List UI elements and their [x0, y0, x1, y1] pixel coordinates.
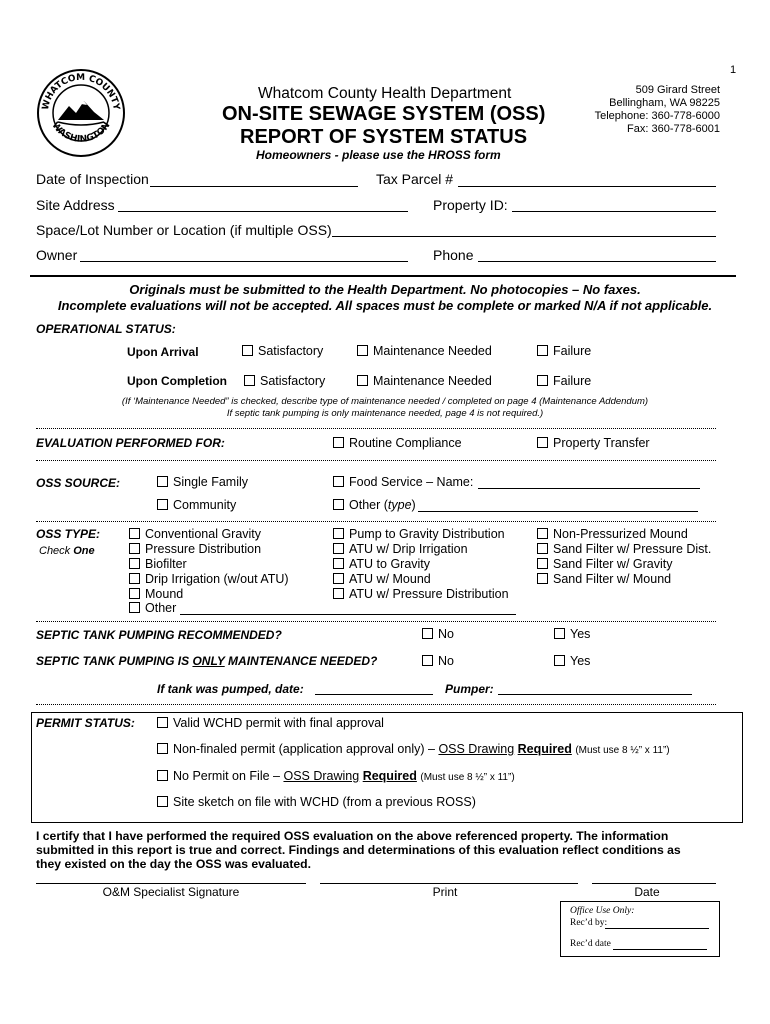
maintenance-note-line1: (If ‘Maintenance Needed” is checked, describe type of maintenance needed / completed on page 4 (Maintenance Addendum)	[121, 396, 649, 407]
checkbox-icon[interactable]	[157, 476, 168, 487]
received-by-field[interactable]	[605, 928, 709, 929]
drip-irrigation-option[interactable]: Drip Irrigation (w/out ATU)	[129, 572, 289, 586]
non-pressurized-mound-option[interactable]: Non-Pressurized Mound	[537, 527, 688, 541]
checkbox-icon[interactable]	[554, 628, 565, 639]
space-lot-label: Space/Lot Number or Location (if multiple OSS)	[36, 222, 332, 238]
checkbox-icon[interactable]	[129, 558, 140, 569]
food-service-name-field[interactable]	[478, 488, 700, 489]
print-name-field[interactable]	[320, 883, 578, 884]
checkbox-icon[interactable]	[157, 796, 168, 807]
atu-mound-option[interactable]: ATU w/ Mound	[333, 572, 431, 586]
evaluation-heading: EVALUATION PERFORMED FOR:	[36, 436, 225, 450]
arrival-satisfactory-option[interactable]: Satisfactory	[242, 344, 323, 358]
atu-pressure-option[interactable]: ATU w/ Pressure Distribution	[333, 587, 509, 601]
section-divider	[36, 521, 716, 522]
non-finaled-permit-option[interactable]: Non-finaled permit (application approval only) – OSS Drawing Required (Must use 8 ½” x 11”)	[157, 742, 670, 756]
notice-line1: Originals must be submitted to the Health Department. No photocopies – No faxes.	[129, 282, 641, 297]
pumping-only-yes[interactable]: Yes	[554, 654, 590, 668]
property-id-label: Property ID:	[433, 197, 508, 213]
section-divider	[36, 428, 716, 429]
other-type-field[interactable]	[180, 614, 516, 615]
space-lot-field[interactable]	[332, 236, 716, 237]
section-divider	[36, 460, 716, 461]
page-number: 1	[730, 64, 737, 76]
pumping-recommended-no[interactable]: No	[422, 627, 454, 641]
conventional-gravity-option[interactable]: Conventional Gravity	[129, 527, 261, 541]
pumping-recommended-question: SEPTIC TANK PUMPING RECOMMENDED?	[36, 628, 282, 642]
food-service-option[interactable]: Food Service – Name:	[333, 475, 473, 489]
telephone: Telephone: 360-778-6000	[594, 110, 720, 122]
upon-completion-label: Upon Completion	[127, 374, 227, 388]
checkbox-icon[interactable]	[129, 528, 140, 539]
sand-filter-mound-option[interactable]: Sand Filter w/ Mound	[537, 572, 671, 586]
received-date-field[interactable]	[613, 949, 707, 950]
owner-field[interactable]	[80, 261, 408, 262]
checkbox-icon[interactable]	[537, 345, 548, 356]
pumping-only-no[interactable]: No	[422, 654, 454, 668]
checkbox-icon[interactable]	[333, 499, 344, 510]
routine-compliance-option[interactable]: Routine Compliance	[333, 436, 462, 450]
single-family-option[interactable]: Single Family	[157, 475, 248, 489]
checkbox-icon[interactable]	[422, 655, 433, 666]
address-line1: 509 Girard Street	[635, 84, 720, 96]
checkbox-icon[interactable]	[242, 345, 253, 356]
checkbox-icon[interactable]	[333, 476, 344, 487]
other-type-option[interactable]: Other	[129, 601, 176, 615]
checkbox-icon[interactable]	[244, 375, 255, 386]
department-address	[560, 84, 720, 136]
county-seal	[36, 68, 126, 158]
checkbox-icon[interactable]	[157, 770, 168, 781]
certification-statement: I certify that I have performed the required OSS evaluation on the above referenced property. The information submitted in this report is true and correct. Findings and determinations of this evaluation reflect conditions as they existed on the day the OSS was evaluated.	[36, 829, 681, 871]
checkbox-icon[interactable]	[333, 437, 344, 448]
signature-label: O&M Specialist Signature	[102, 885, 240, 899]
section-divider	[36, 704, 716, 705]
checkbox-icon[interactable]	[333, 588, 344, 599]
header-divider	[30, 275, 736, 277]
address-line2: Bellingham, WA 98225	[609, 97, 720, 109]
upon-arrival-label: Upon Arrival	[127, 345, 199, 359]
section-divider	[36, 621, 716, 622]
svg-text:WASHINGTON: WASHINGTON	[49, 120, 113, 145]
checkbox-icon[interactable]	[157, 717, 168, 728]
pressure-distribution-option[interactable]: Pressure Distribution	[129, 542, 261, 556]
form-title-line1: ON-SITE SEWAGE SYSTEM (OSS)	[222, 103, 546, 125]
mound-option[interactable]: Mound	[129, 587, 183, 601]
pumped-date-label: If tank was pumped, date:	[157, 682, 304, 696]
arrival-maintenance-option[interactable]: Maintenance Needed	[357, 344, 492, 358]
check-one-note: Check One	[39, 545, 95, 557]
biofilter-option[interactable]: Biofilter	[129, 557, 187, 571]
checkbox-icon[interactable]	[357, 375, 368, 386]
signature-field[interactable]	[36, 883, 306, 884]
checkbox-icon[interactable]	[129, 543, 140, 554]
phone-label: Phone	[433, 247, 474, 263]
print-label: Print	[432, 885, 458, 899]
svg-text:WHATCOM COUNTY: WHATCOM COUNTY	[40, 72, 121, 111]
sand-filter-pressure-option[interactable]: Sand Filter w/ Pressure Dist.	[537, 542, 711, 556]
fax: Fax: 360-778-6001	[627, 123, 720, 135]
permit-status-heading: PERMIT STATUS:	[36, 716, 135, 730]
pumping-only-question: SEPTIC TANK PUMPING IS ONLY MAINTENANCE NEEDED?	[36, 654, 378, 668]
checkbox-icon[interactable]	[157, 743, 168, 754]
date-label: Date	[634, 885, 660, 899]
other-source-option[interactable]: Other (type)	[333, 498, 416, 512]
date-of-inspection-label: Date of Inspection	[36, 171, 149, 187]
pump-to-gravity-option[interactable]: Pump to Gravity Distribution	[333, 527, 505, 541]
tax-parcel-field[interactable]	[458, 186, 716, 187]
checkbox-icon[interactable]	[157, 499, 168, 510]
checkbox-icon[interactable]	[422, 628, 433, 639]
pumped-date-field[interactable]	[315, 694, 433, 695]
checkbox-icon[interactable]	[537, 558, 548, 569]
completion-failure-option[interactable]: Failure	[537, 374, 591, 388]
checkbox-icon[interactable]	[537, 528, 548, 539]
atu-gravity-option[interactable]: ATU to Gravity	[333, 557, 430, 571]
checkbox-icon[interactable]	[129, 573, 140, 584]
other-source-type-field[interactable]	[418, 511, 698, 512]
property-transfer-option[interactable]: Property Transfer	[537, 436, 650, 450]
checkbox-icon[interactable]	[333, 573, 344, 584]
department-name: Whatcom County Health Department	[258, 85, 512, 102]
phone-field[interactable]	[478, 261, 716, 262]
office-use-title: Office Use Only:	[570, 906, 635, 916]
date-of-inspection-field[interactable]	[150, 186, 358, 187]
valid-permit-option[interactable]: Valid WCHD permit with final approval	[157, 716, 384, 730]
oss-source-heading: OSS SOURCE:	[36, 476, 121, 490]
checkbox-icon[interactable]	[333, 528, 344, 539]
notice-line2: Incomplete evaluations will not be accepted. All spaces must be complete or marked N/A if not applicable.	[57, 298, 713, 313]
tax-parcel-label: Tax Parcel #	[376, 171, 454, 187]
atu-drip-option[interactable]: ATU w/ Drip Irrigation	[333, 542, 468, 556]
completion-maintenance-option[interactable]: Maintenance Needed	[357, 374, 492, 388]
operational-status-heading: OPERATIONAL STATUS:	[36, 322, 176, 336]
pumping-recommended-yes[interactable]: Yes	[554, 627, 590, 641]
owner-label: Owner	[36, 247, 78, 263]
checkbox-icon[interactable]	[537, 375, 548, 386]
received-date-label: Rec’d date	[570, 939, 611, 949]
checkbox-icon[interactable]	[357, 345, 368, 356]
pumper-label: Pumper:	[445, 682, 494, 696]
site-address-label: Site Address	[36, 197, 115, 213]
property-id-field[interactable]	[512, 211, 716, 212]
oss-type-heading: OSS TYPE:	[36, 527, 101, 541]
form-subtitle: Homeowners - please use the HROSS form	[256, 148, 501, 162]
checkbox-icon[interactable]	[537, 573, 548, 584]
maintenance-note-line2: If septic tank pumping is only maintenance needed, page 4 is not required.)	[226, 408, 544, 419]
pumper-field[interactable]	[498, 694, 692, 695]
checkbox-icon[interactable]	[554, 655, 565, 666]
site-address-field[interactable]	[118, 211, 408, 212]
checkbox-icon[interactable]	[333, 558, 344, 569]
office-use-box	[560, 901, 720, 957]
checkbox-icon[interactable]	[333, 543, 344, 554]
checkbox-icon[interactable]	[129, 602, 140, 613]
community-option[interactable]: Community	[157, 498, 236, 512]
completion-satisfactory-option[interactable]: Satisfactory	[244, 374, 325, 388]
no-permit-option[interactable]: No Permit on File – OSS Drawing Required (Must use 8 ½” x 11”)	[157, 769, 515, 783]
checkbox-icon[interactable]	[129, 588, 140, 599]
date-field[interactable]	[592, 883, 716, 884]
sand-filter-gravity-option[interactable]: Sand Filter w/ Gravity	[537, 557, 672, 571]
received-by-label: Rec’d by:	[570, 918, 608, 928]
checkbox-icon[interactable]	[537, 437, 548, 448]
arrival-failure-option[interactable]: Failure	[537, 344, 591, 358]
form-title-line2: REPORT OF SYSTEM STATUS	[240, 126, 528, 148]
site-sketch-option[interactable]: Site sketch on file with WCHD (from a previous ROSS)	[157, 795, 476, 809]
checkbox-icon[interactable]	[537, 543, 548, 554]
